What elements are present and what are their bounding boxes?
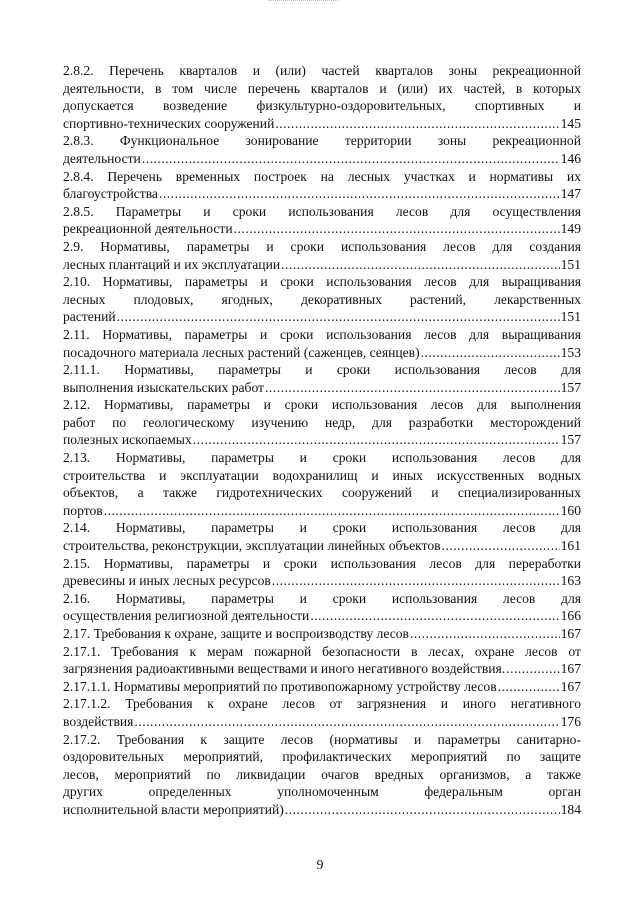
toc-entry	[63, 731, 581, 819]
toc-page-number: 153	[560, 344, 581, 360]
leader-dots	[310, 607, 559, 625]
toc-page-number: 163	[560, 573, 581, 589]
toc-entry	[63, 396, 581, 449]
toc-page-number: 147	[560, 186, 581, 202]
toc-entry-line: 2.11. Нормативы, параметры и сроки использования лесов для выращивания	[63, 326, 581, 342]
toc-entry	[63, 361, 581, 396]
toc-entry	[63, 643, 581, 678]
toc-entry-title-end: 2.17. Требования к охране, защите и воспроизводству лесов	[63, 626, 409, 641]
toc-entry	[63, 203, 581, 238]
toc-entry-title-end: выполнения изыскательских работ	[63, 379, 264, 395]
toc-entry	[63, 519, 581, 554]
toc-entry-line: других определенных уполномоченным федеральным орган	[63, 784, 581, 800]
toc-entry-line: оздоровительных мероприятий, профилактических мероприятий по защите	[63, 749, 581, 765]
leader-dots	[442, 537, 560, 555]
toc-entry-title-end: рекреационной деятельности	[63, 221, 233, 237]
toc-entry-title-end: спортивно-технических сооружений	[63, 115, 275, 131]
toc-entry-line: лесов, мероприятий по ликвидации очагов вредных организмов, а также	[63, 766, 581, 782]
toc-entry-line: работ по геологическому изучению недр, для разработки месторождений	[63, 414, 581, 430]
toc-entry-line: 2.11.1. Нормативы, параметры и сроки использования лесов для	[63, 362, 581, 378]
leader-dots	[421, 344, 560, 362]
leader-dots	[104, 502, 560, 520]
toc-page-number: 151	[560, 309, 581, 325]
toc-entry	[63, 326, 581, 361]
toc-entry-line: 2.8.2. Перечень кварталов и (или) частей кварталов зоны рекреационной	[63, 63, 581, 78]
toc-entry	[63, 590, 581, 625]
toc-entry-title-end: загрязнения радиоактивными веществами и иного негативного воздействия.	[63, 661, 506, 677]
toc-entry-title-end: полезных ископаемых	[63, 432, 192, 448]
toc-entry-line: деятельности, в том числе перечень кварталов и (или) их частей, в которых	[63, 80, 581, 96]
leader-dots	[193, 431, 560, 449]
leader-dots	[410, 625, 560, 643]
leader-dots	[275, 115, 559, 133]
toc-entry-line: 2.8.3. Функциональное зонирование территории зоны рекреационной	[63, 133, 581, 149]
leader-dots	[265, 379, 560, 397]
toc-page-number: 146	[560, 150, 581, 166]
toc-page-number: 167	[560, 661, 581, 677]
toc-entry-title-end: исполнительной власти мероприятий)	[63, 801, 284, 817]
toc-entry-line: строительства и эксплуатации водохранилищ и иных искусственных водных	[63, 467, 581, 483]
toc-entry-line: 2.8.4. Перечень временных построек на лесных участках и нормативы их	[63, 168, 581, 184]
toc-entry	[63, 132, 581, 167]
toc-entry-title-end: древесины и иных лесных ресурсов	[63, 573, 271, 589]
toc-entry-title-end: растений	[63, 309, 116, 325]
toc-entry	[63, 168, 581, 203]
leader-dots	[506, 660, 559, 678]
leader-dots	[272, 572, 560, 590]
toc-page-number: 176	[560, 713, 581, 729]
toc-entry-line: 2.13. Нормативы, параметры и сроки использования лесов для	[63, 450, 581, 466]
toc-entry-line: допускается возведение физкультурно-оздоровительных, спортивных и	[63, 98, 581, 114]
leader-dots	[117, 308, 560, 326]
toc-page-number: 166	[560, 608, 581, 624]
toc-entry-title-end: 2.17.1.1. Нормативы мероприятий по противопожарному устройству лесов	[63, 678, 497, 694]
toc-entry-line: 2.15. Нормативы, параметры и сроки использования лесов для переработки	[63, 555, 581, 571]
toc-page-number: 161	[560, 538, 581, 554]
toc-page-number: 145	[560, 115, 581, 131]
toc-entry-title-end: лесных плантаций и их эксплуатации	[63, 256, 281, 272]
toc-page-number: 160	[560, 502, 581, 518]
toc-entry-line: 2.12. Нормативы, параметры и сроки использования лесов для выполнения	[63, 397, 581, 413]
table-of-contents	[63, 62, 581, 819]
toc-entry-line: 2.17.2. Требования к защите лесов (нормативы и параметры санитарно-	[63, 731, 581, 747]
leader-dots	[234, 220, 560, 238]
toc-page-number: 151	[560, 256, 581, 272]
toc-page-number: 167	[560, 678, 581, 694]
toc-entry	[63, 678, 581, 696]
toc-page-number: 157	[560, 432, 581, 448]
leader-dots	[134, 713, 559, 731]
toc-page-number: 157	[560, 379, 581, 395]
leader-dots	[142, 150, 560, 168]
leader-dots	[498, 678, 560, 696]
toc-entry-title-end: портов	[63, 502, 103, 518]
leader-dots	[159, 185, 560, 203]
toc-entry	[63, 555, 581, 590]
toc-entry-line: 2.16. Нормативы, параметры и сроки использования лесов для	[63, 590, 581, 606]
toc-entry-line: 2.14. Нормативы, параметры и сроки использования лесов для	[63, 520, 581, 536]
toc-entry	[63, 62, 581, 132]
toc-page-number: 184	[560, 801, 581, 817]
toc-entry-title-end: посадочного материала лесных растений (саженцев, сеянцев)	[63, 344, 420, 360]
toc-entry	[63, 695, 581, 730]
toc-entry-title-end: воздействия	[63, 713, 134, 729]
toc-entry-title-end: строительства, реконструкции, эксплуатации линейных объектов	[63, 538, 441, 554]
toc-entry-line: 2.10. Нормативы, параметры и сроки использования лесов для выращивания	[63, 274, 581, 290]
toc-entry	[63, 273, 581, 326]
toc-entry-title-end: осуществления религиозной деятельности	[63, 608, 310, 624]
toc-entry-line: 2.8.5. Параметры и сроки использования лесов для осуществления	[63, 203, 581, 219]
toc-entry-line: лесных плодовых, ягодных, декоративных растений, лекарственных	[63, 291, 581, 307]
toc-entry-title-end: деятельности	[63, 150, 141, 166]
scan-artifact	[268, 0, 338, 9]
leader-dots	[281, 256, 559, 274]
toc-entry-line: объектов, а также гидротехнических сооружений и специализированных	[63, 485, 581, 501]
toc-entry	[63, 238, 581, 273]
toc-entry-line: 2.17.1.2. Требования к охране лесов от загрязнения и иного негативного	[63, 696, 581, 712]
toc-entry	[63, 625, 581, 643]
toc-entry	[63, 449, 581, 519]
toc-entry-title-end: благоустройства	[63, 186, 158, 202]
toc-page-number: 167	[560, 626, 581, 641]
page-number: 9	[316, 857, 324, 872]
toc-entry-line: 2.9. Нормативы, параметры и сроки использования лесов для создания	[63, 238, 581, 254]
toc-entry-line: 2.17.1. Требования к мерам пожарной безопасности в лесах, охране лесов от	[63, 643, 581, 659]
toc-page-number: 149	[560, 221, 581, 237]
leader-dots	[285, 801, 560, 819]
